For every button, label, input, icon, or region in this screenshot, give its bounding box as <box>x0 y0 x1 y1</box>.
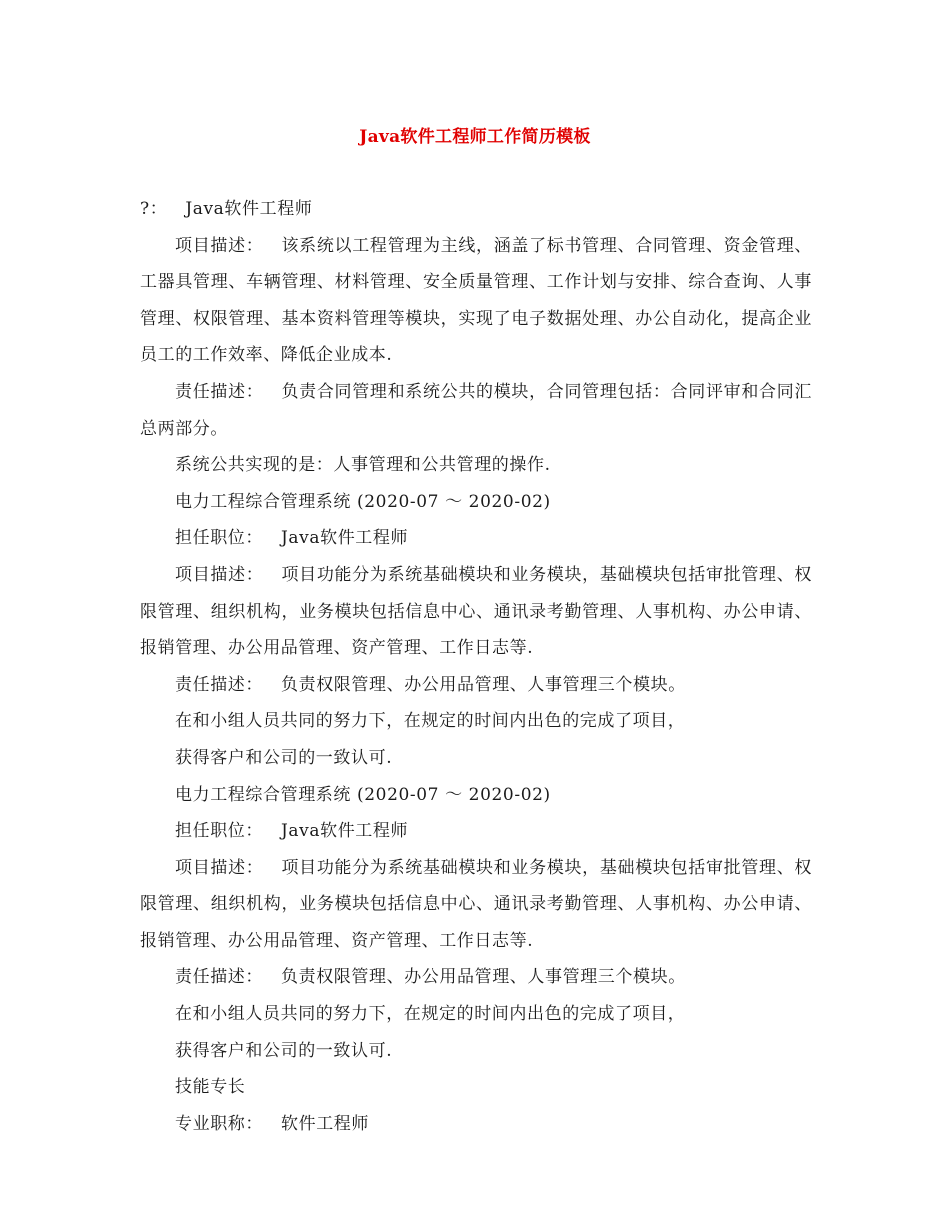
project-3-system: 电力工程综合管理系统 (2020-07 ～ 2020-02) <box>175 784 551 805</box>
skills-heading: 技能专长 <box>175 1077 246 1098</box>
project-1-duty-label: 责任描述： <box>175 381 264 402</box>
project-1-common: 系统公共实现的是：人事管理和公共管理的操作. <box>175 455 551 476</box>
document-title: Java软件工程师工作简历模板 <box>359 127 591 147</box>
project-3-duty <box>140 959 812 996</box>
document-body <box>140 191 812 1142</box>
project-3-role-value: Java软件工程师 <box>281 821 409 842</box>
position-label: ?： <box>140 199 168 219</box>
project-2-role-label: 担任职位： <box>175 528 263 549</box>
project-1-description-text: 该系统以工程管理为主线，涵盖了标书管理、合同管理、资金管理、工器具管理、车辆管理、材料管理、安全质量管理、工作计划与安排、综合查询、人事管理、权限管理、基本资料管理等模块，实现了电子数据处理、办公自动化，提高企业员工的工作效率、降低企业成本. <box>140 235 813 366</box>
project-2-role-value: Java软件工程师 <box>281 528 409 549</box>
project-1-duty <box>140 374 812 447</box>
project-3-description <box>140 850 812 960</box>
project-3-approval: 获得客户和公司的一致认可. <box>175 1040 393 1061</box>
project-2-system: 电力工程综合管理系统 (2020-07 ～ 2020-02) <box>175 491 551 512</box>
project-2-description-text: 项目功能分为系统基础模块和业务模块，基础模块包括审批管理、权限管理、组织机构，业务模块包括信息中心、通讯录考勤管理、人事机构、办公申请、报销管理、办公用品管理、资产管理、工作日志等. <box>140 564 813 659</box>
professional-title <box>140 1106 812 1143</box>
project-2-duty-label: 责任描述： <box>175 674 263 695</box>
project-2-role <box>140 520 812 557</box>
professional-title-label: 专业职称： <box>175 1113 263 1134</box>
project-1-description-label: 项目描述： <box>175 235 264 256</box>
project-3-description-text: 项目功能分为系统基础模块和业务模块，基础模块包括审批管理、权限管理、组织机构，业务模块包括信息中心、通讯录考勤管理、人事机构、办公申请、报销管理、办公用品管理、资产管理、工作日志等. <box>140 857 813 951</box>
project-1-description <box>140 228 812 374</box>
position-value: Java软件工程师 <box>185 199 313 219</box>
project-2-approval: 获得客户和公司的一致认可. <box>175 747 393 768</box>
professional-title-value: 软件工程师 <box>281 1113 369 1134</box>
project-3-role <box>140 813 812 850</box>
project-3-description-label: 项目描述： <box>175 857 264 878</box>
position-line <box>140 191 812 228</box>
project-2-duty-text: 负责权限管理、办公用品管理、人事管理三个模块。 <box>281 674 686 695</box>
project-3-effort: 在和小组人员共同的努力下，在规定的时间内出色的完成了项目， <box>175 1004 686 1025</box>
project-2-description <box>140 557 812 667</box>
project-3-duty-text: 负责权限管理、办公用品管理、人事管理三个模块。 <box>281 967 686 988</box>
project-2-duty <box>140 667 812 704</box>
project-2-description-label: 项目描述： <box>175 564 264 585</box>
project-3-role-label: 担任职位： <box>175 821 263 842</box>
project-2-effort: 在和小组人员共同的努力下，在规定的时间内出色的完成了项目， <box>175 711 686 732</box>
project-1-duty-text: 负责合同管理和系统公共的模块，合同管理包括：合同评审和合同汇总两部分。 <box>140 381 813 439</box>
project-3-duty-label: 责任描述： <box>175 967 263 988</box>
